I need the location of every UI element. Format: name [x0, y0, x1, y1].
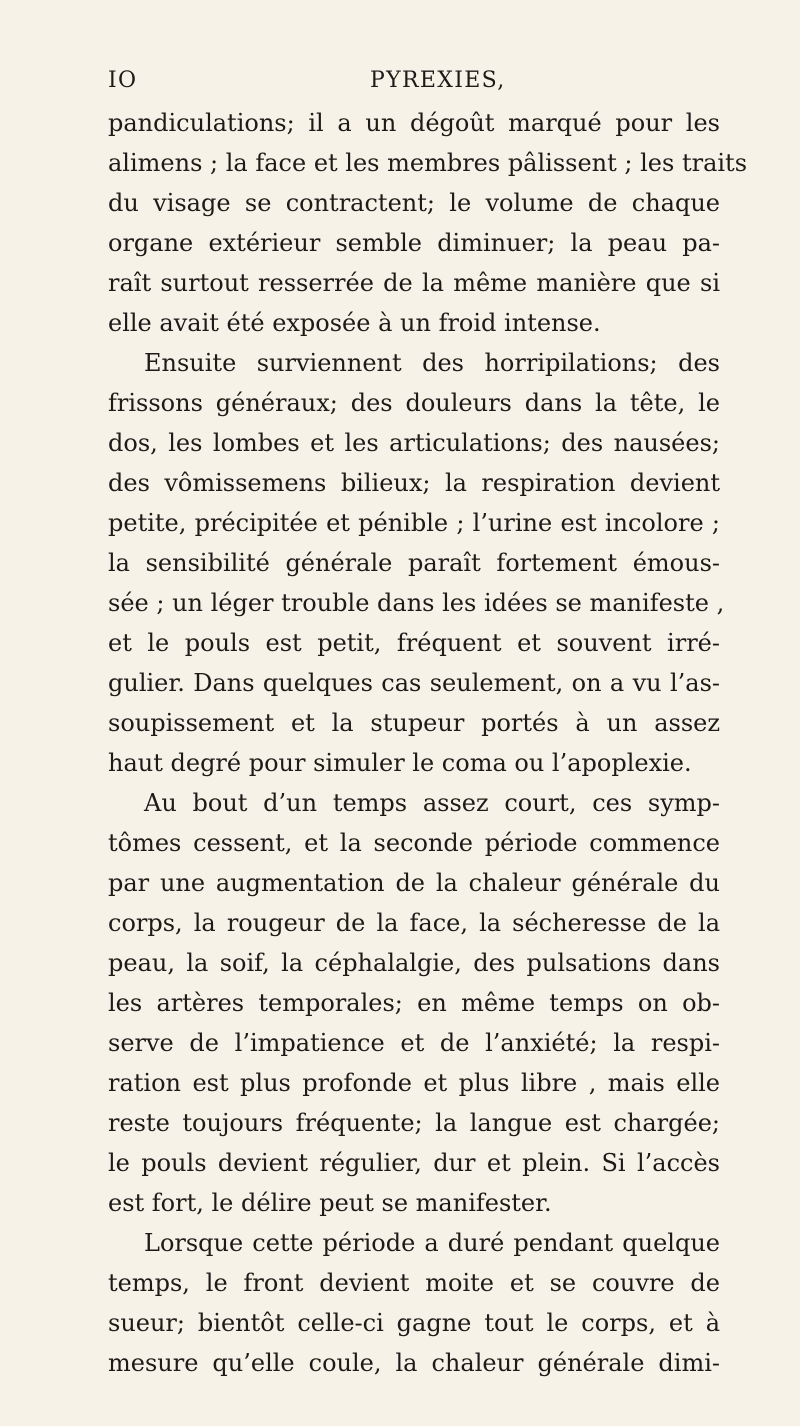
text-line: dos, les lombes et les articulations; des nausées;: [108, 429, 720, 457]
text-line: frissons généraux; des douleurs dans la tête, le: [108, 389, 720, 417]
text-line: corps, la rougeur de la face, la sécheresse de la: [108, 909, 720, 937]
text-line: organe extérieur semble diminuer; la peau pa-: [108, 229, 720, 257]
text-line: temps, le front devient moite et se couvre de: [108, 1269, 720, 1297]
text-line: raît surtout resserrée de la même manière que si: [108, 269, 720, 297]
text-line: reste toujours fréquente; la langue est chargée;: [108, 1109, 720, 1137]
text-line: petite, précipitée et pénible ; l’urine est incolore ;: [108, 509, 720, 537]
page-number: IO: [108, 68, 138, 93]
text-line: soupissement et la stupeur portés à un assez: [108, 709, 720, 737]
text-line: Ensuite surviennent des horripilations; des: [144, 349, 720, 377]
text-line: haut degré pour simuler le coma ou l’apoplexie.: [108, 749, 692, 777]
running-title: PYREXIES,: [370, 68, 506, 93]
text-line: le pouls devient régulier, dur et plein. Si l’accès: [108, 1149, 720, 1177]
text-line: ration est plus profonde et plus libre , mais elle: [108, 1069, 720, 1097]
page-header: [108, 68, 708, 96]
text-line: serve de l’impatience et de l’anxiété; la respi-: [108, 1029, 720, 1057]
text-line: des vômissemens bilieux; la respiration devient: [108, 469, 720, 497]
text-line: du visage se contractent; le volume de chaque: [108, 189, 720, 217]
text-line: sueur; bientôt celle-ci gagne tout le corps, et à: [108, 1309, 720, 1337]
text-line: est fort, le délire peut se manifester.: [108, 1189, 552, 1217]
text-line: la sensibilité générale paraît fortement émous-: [108, 549, 720, 577]
text-line: par une augmentation de la chaleur générale du: [108, 869, 720, 897]
text-line: pandiculations; il a un dégoût marqué pour les: [108, 109, 720, 137]
text-line: tômes cessent, et la seconde période commence: [108, 829, 720, 857]
text-line: Lorsque cette période a duré pendant quelque: [144, 1229, 720, 1257]
text-line: et le pouls est petit, fréquent et souvent irré-: [108, 629, 720, 657]
text-line: sée ; un léger trouble dans les idées se manifeste ,: [108, 589, 725, 617]
text-line: mesure qu’elle coule, la chaleur générale dimi-: [108, 1349, 720, 1377]
text-line: peau, la soif, la céphalalgie, des pulsations dans: [108, 949, 720, 977]
text-line: Au bout d’un temps assez court, ces symp-: [144, 789, 720, 817]
text-line: les artères temporales; en même temps on ob-: [108, 989, 720, 1017]
body-text: [108, 103, 748, 1383]
text-line: elle avait été exposée à un froid intense.: [108, 309, 601, 337]
text-line: alimens ; la face et les membres pâlissent ; les traits: [108, 149, 748, 177]
text-line: gulier. Dans quelques cas seulement, on a vu l’as-: [108, 669, 720, 697]
